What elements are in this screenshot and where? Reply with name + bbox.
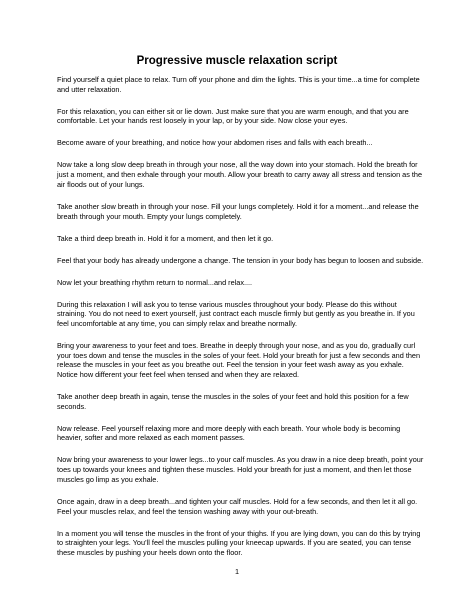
paragraph-1: Find yourself a quiet place to relax. Turn off your phone and dim the lights. This is your time...a time for complete and utter relaxation. (57, 75, 420, 94)
paragraph-5: Take another slow breath in through your nose. Fill your lungs completely. Hold it for a moment...and release the breath through your mouth. Empty your lungs completely. (57, 201, 419, 221)
paragraph-10: Bring your awareness to your feet and toes. Breathe in deeply through your nose, and as you do, gradually curl your toes down and tense the muscles in the soles of your feet. Hold your breath for just a few seconds and then release the muscles in your feet as you breathe out. Feel the tension in your feet wash away as you exhale. Notice how different your feet feel when tensed and when they are relaxed. (57, 340, 421, 380)
paragraph-7: Feel that your body has already undergone a change. The tension in your body has begun to loosen and subside. (57, 255, 424, 265)
paragraph-9: During this relaxation I will ask you to tense various muscles throughout your body. Please do this without straining. You do not need to exert yourself, just contract each muscle firmly but gently as you breathe in. If you feel uncomfortable at any time, you can simply relax and breathe normally. (57, 299, 415, 328)
paragraph-6: Take a third deep breath in. Hold it for a moment, and then let it go. (57, 233, 274, 243)
paragraph-8: Now let your breathing rhythm return to normal...and relax.... (57, 277, 253, 287)
paragraph-4: Now take a long slow deep breath in through your nose, all the way down into your stomach. Hold the breath for just a moment, and then exhale through your mouth. Allow your breath to carry away all stress and tension as the air floods out of your lungs. (57, 160, 423, 189)
paragraph-3: Become aware of your breathing, and notice how your abdomen rises and falls with each breath... (57, 138, 373, 148)
paragraph-11: Take another deep breath in again, tense the muscles in the soles of your feet and hold this position for a few seconds. (57, 392, 409, 411)
paragraph-12: Now release. Feel yourself relaxing more and more deeply with each breath. Your whole body is becoming heavier, softer and more relaxed as each moment passes. (57, 423, 401, 443)
document-body (57, 75, 425, 570)
paragraph-14: Once again, draw in a deep breath...and tighten your calf muscles. Hold for a few seconds, and then let it all go. Feel your muscles relax, and feel the tension washing away with your out-breath. (57, 496, 418, 516)
paragraph-2: For this relaxation, you can either sit or lie down. Just make sure that you are warm enough, and that you are comfortable. Let your hands rest loosely in your lap, or by your side. Now close your eyes. (57, 106, 409, 126)
paragraph-13: Now bring your awareness to your lower legs...to your calf muscles. As you draw in a nice deep breath, point your toes up towards your knees and tighten these muscles. Hold your breath for just a moment, and then let those muscles go limp as you exhale. (57, 455, 424, 484)
paragraph-15: In a moment you will tense the muscles in the front of your thighs. If you are lying down, you can do this by trying to straighten your legs. You’ll feel the muscles pulling your kneecap upwards. If you are seated, you can tense these muscles by pushing your heels down onto the floor. (57, 528, 421, 557)
page-number: 1 (234, 567, 240, 576)
page-title: Progressive muscle relaxation script (136, 55, 338, 67)
